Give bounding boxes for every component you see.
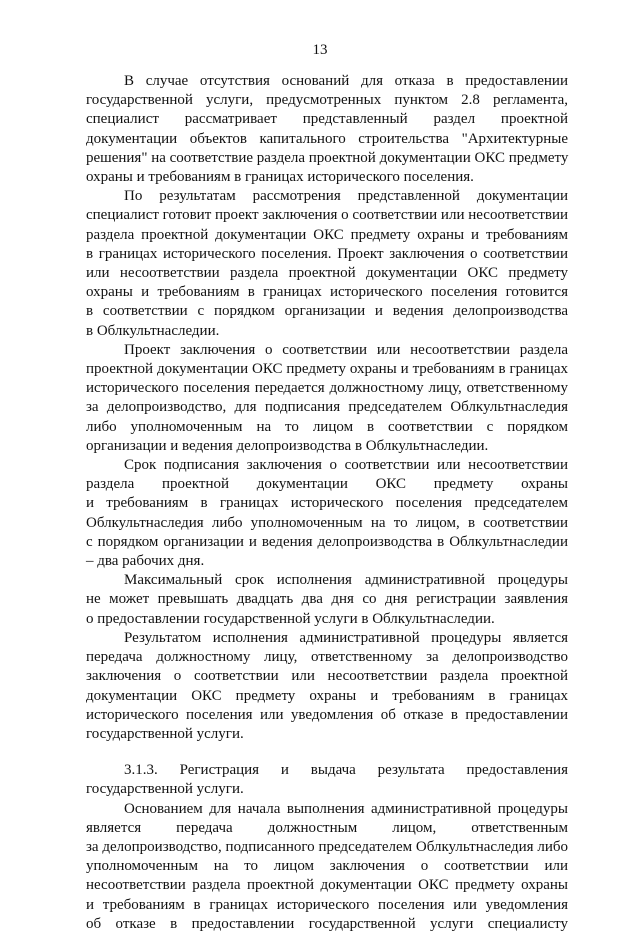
text-line: документации ОКС предмету охраны и требованиям в границах (86, 687, 568, 704)
text-line: или несоответствии раздела проектной документации ОКС предмету (86, 265, 568, 282)
text-line: По результатам рассмотрения представленной документации (124, 188, 568, 205)
paragraph-review-results (86, 187, 568, 341)
text-line: государственной услуги, предусмотренных пунктом 2.8 регламента, (86, 92, 568, 109)
text-line: Проект заключения о соответствии или несоответствии раздела (124, 341, 568, 358)
text-line: раздела проектной документации ОКС предмету охраны (86, 476, 568, 493)
text-line: и требованиям в границах исторического поселения председателем (86, 495, 568, 512)
text-line: проектной документации ОКС предмету охраны и требованиям в границах (86, 361, 568, 378)
section-spacer (86, 744, 568, 761)
text-line: государственной услуги. (86, 781, 244, 798)
text-line: охраны и требованиям в границах исторического поселения готовится (86, 284, 568, 301)
text-line: в границах исторического поселения. Проект заключения о соответствии (86, 245, 568, 262)
text-line: не может превышать двадцать два дня со дня регистрации заявления (86, 591, 568, 608)
paragraph-procedure-result (86, 629, 568, 744)
text-line: 3.1.3. Регистрация и выдача результата предоставления (124, 762, 568, 779)
paragraph-max-term (86, 571, 568, 629)
text-line: специалист готовит проект заключения о соответствии или несоответствии (86, 207, 569, 224)
text-line: Результатом исполнения административной процедуры является (124, 629, 568, 646)
paragraph-draft-transfer (86, 341, 568, 456)
text-line: специалист рассматривает представленный раздел проектной (86, 111, 568, 128)
text-line: Основанием для начала выполнения административной процедуры (124, 800, 568, 817)
text-line: заключения о соответствии или несоответствии раздела проектной (86, 668, 568, 685)
text-line: за делопроизводство, для подписания председателем Облкультнаследия (86, 399, 568, 416)
text-line: В случае отсутствия оснований для отказа в предоставлении (124, 73, 568, 89)
text-line: о предоставлении государственной услуги в Облкультнаследии. (86, 610, 495, 627)
text-line: несоответствии раздела проектной документации ОКС предмету охраны (86, 877, 568, 894)
paragraph-signing-deadline (86, 456, 568, 571)
text-line: в соответствии с порядком организации и ведения делопроизводства (86, 303, 568, 320)
page-number: 13 (312, 42, 328, 58)
text-line: об отказе в предоставлении государственной услуги специалисту (86, 915, 568, 932)
text-line: с порядком организации и ведения делопроизводства в Облкультнаследии (86, 533, 568, 550)
text-line: исторического поселения передается должностному лицу, ответственному (86, 380, 568, 397)
text-line: документации объектов капитального строительства "Архитектурные (86, 130, 568, 147)
text-line: Срок подписания заключения о соответствии или несоответствии (124, 457, 568, 474)
text-line: раздела проектной документации ОКС предмету охраны и требованиям (86, 226, 568, 243)
text-line: и требованиям в границах исторического поселения или уведомления (86, 896, 568, 913)
paragraph-basis-for-start (86, 800, 568, 934)
text-line: исторического поселения или уведомления об отказе в предоставлении (86, 706, 568, 723)
document-body (86, 72, 568, 934)
paragraph-no-grounds-refusal (86, 72, 568, 187)
text-line: государственной услуги. (86, 725, 244, 742)
text-line: Максимальный срок исполнения административной процедуры (124, 572, 568, 589)
text-line: охраны и требованиям в границах исторического поселения. (86, 169, 474, 186)
text-line: уполномоченным на то лицом заключения о соответствии или (86, 858, 568, 875)
text-line: передача должностному лицу, ответственному за делопроизводство (86, 649, 568, 666)
text-line: либо уполномоченным на то лицом в соответствии с порядком (86, 418, 568, 435)
section-heading-3-1-3 (86, 761, 568, 799)
text-line: Облкультнаследия либо уполномоченным на то лицом, в соответствии (86, 514, 568, 531)
text-line: организации и ведения делопроизводства в Облкультнаследии. (86, 437, 489, 454)
text-line: в Облкультнаследии. (86, 322, 220, 339)
text-line: за делопроизводство, подписанного председателем Облкультнаследия либо (86, 838, 568, 855)
text-line: решения" на соответствие раздела проектной документации ОКС предмету (86, 149, 569, 166)
text-line: – два рабочих дня. (86, 553, 205, 570)
text-line: является передача должностным лицом, ответственным (86, 819, 568, 836)
